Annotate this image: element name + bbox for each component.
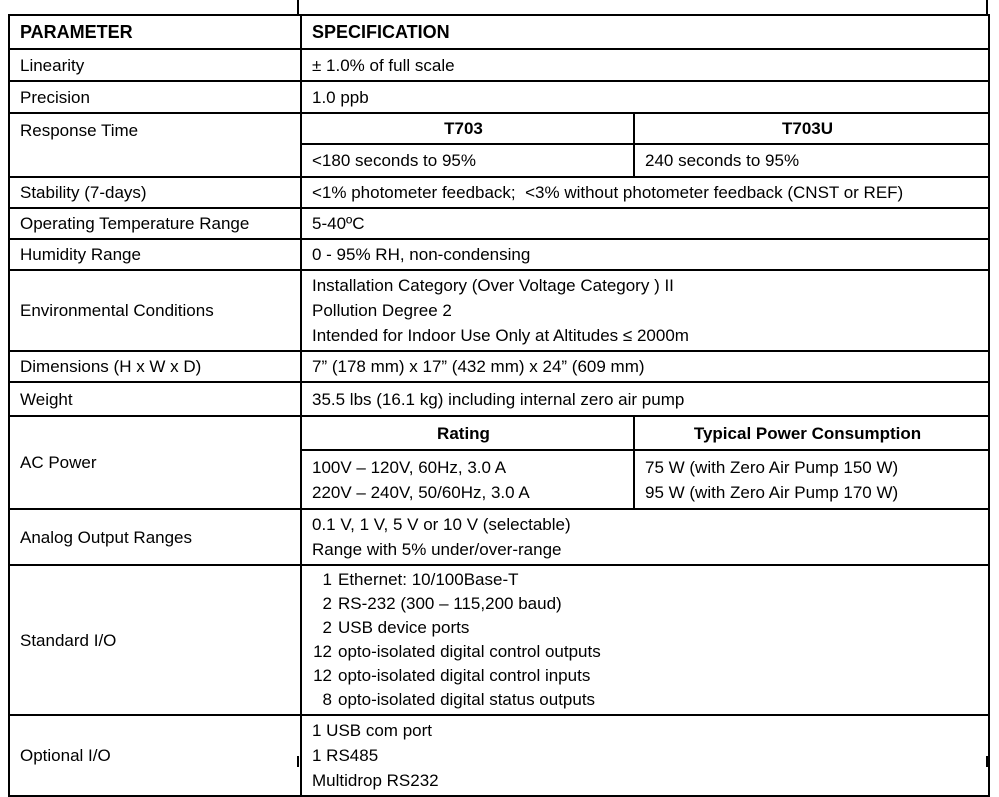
standard-io-item (312, 664, 980, 688)
standard-io-item (312, 568, 980, 592)
specifications-table (8, 14, 990, 797)
optional-io-line: 1 RS485 (312, 746, 379, 765)
analog-output-label: Analog Output Ranges (9, 509, 301, 565)
io-count: 12 (313, 642, 332, 661)
ac-rating-line: 220V – 240V, 50/60Hz, 3.0 A (312, 482, 530, 502)
linearity-value: ± 1.0% of full scale (301, 49, 989, 81)
cut-row-divider-top (297, 0, 299, 14)
standard-io-item (312, 640, 980, 664)
cut-row-left-border-bottom (8, 756, 10, 767)
ac-consumption-line: 95 W (with Zero Air Pump 170 W) (645, 482, 899, 502)
dimensions-value: 7” (178 mm) x 17” (432 mm) x 24” (609 mm) (301, 351, 989, 382)
row-standard-io (9, 565, 989, 715)
row-response-time-models (9, 113, 989, 144)
io-count: 8 (322, 690, 332, 709)
io-text: opto-isolated digital control inputs (338, 666, 591, 685)
io-count: 2 (322, 594, 332, 613)
operating-temperature-label: Operating Temperature Range (9, 208, 301, 239)
specification-column-header: SPECIFICATION (301, 15, 989, 49)
io-text: opto-isolated digital status outputs (338, 690, 596, 709)
ac-consumption-line: 75 W (with Zero Air Pump 150 W) (645, 457, 899, 477)
standard-io-item (312, 592, 980, 616)
environmental-label: Environmental Conditions (9, 270, 301, 351)
cut-row-right-border-top (986, 0, 988, 14)
io-text: USB device ports (338, 618, 470, 637)
optional-io-line: 1 USB com port (312, 721, 432, 740)
row-operating-temperature (9, 208, 989, 239)
linearity-label: Linearity (9, 49, 301, 81)
optional-io-value (301, 715, 989, 796)
io-text: RS-232 (300 – 115,200 baud) (338, 594, 562, 613)
operating-temperature-value: 5-40ºC (301, 208, 989, 239)
standard-io-item (312, 688, 980, 712)
precision-value: 1.0 ppb (301, 81, 989, 113)
response-time-t703-value: <180 seconds to 95% (301, 144, 634, 177)
stability-value: <1% photometer feedback; <3% without photometer feedback (CNST or REF) (301, 177, 989, 208)
row-ac-power-headers (9, 416, 989, 450)
response-time-t703u-value: 240 seconds to 95% (634, 144, 989, 177)
io-count: 2 (322, 618, 332, 637)
environmental-line: Installation Category (Over Voltage Category ) II (312, 276, 674, 295)
row-humidity (9, 239, 989, 270)
model-t703u-header: T703U (634, 113, 989, 144)
analog-output-line: Range with 5% under/over-range (312, 540, 562, 559)
precision-label: Precision (9, 81, 301, 113)
model-t703-header: T703 (301, 113, 634, 144)
cut-row-divider-bottom (297, 756, 299, 767)
row-analog-output (9, 509, 989, 565)
io-text: Ethernet: 10/100Base-T (338, 570, 519, 589)
ac-power-rating-values (301, 450, 634, 509)
optional-io-line: Multidrop RS232 (312, 771, 439, 790)
row-optional-io (9, 715, 989, 796)
parameter-column-header: PARAMETER (9, 15, 301, 49)
cut-row-right-border-bottom (986, 756, 988, 767)
standard-io-value (301, 565, 989, 715)
row-dimensions (9, 351, 989, 382)
humidity-value: 0 - 95% RH, non-condensing (301, 239, 989, 270)
row-stability (9, 177, 989, 208)
ac-power-consumption-values (634, 450, 989, 509)
rating-header: Rating (301, 416, 634, 450)
environmental-value (301, 270, 989, 351)
analog-output-line: 0.1 V, 1 V, 5 V or 10 V (selectable) (312, 515, 571, 534)
stability-label: Stability (7-days) (9, 177, 301, 208)
standard-io-item (312, 616, 980, 640)
row-precision (9, 81, 989, 113)
ac-rating-line: 100V – 120V, 60Hz, 3.0 A (312, 457, 507, 477)
weight-value: 35.5 lbs (16.1 kg) including internal zero air pump (301, 382, 989, 416)
row-weight (9, 382, 989, 416)
response-time-label: Response Time (9, 113, 301, 177)
weight-label: Weight (9, 382, 301, 416)
humidity-label: Humidity Range (9, 239, 301, 270)
analog-output-value (301, 509, 989, 565)
standard-io-label: Standard I/O (9, 565, 301, 715)
row-environmental (9, 270, 989, 351)
environmental-line: Pollution Degree 2 (312, 301, 452, 320)
ac-power-label: AC Power (9, 416, 301, 509)
dimensions-label: Dimensions (H x W x D) (9, 351, 301, 382)
optional-io-label: Optional I/O (9, 715, 301, 796)
io-count: 1 (322, 570, 332, 589)
row-linearity (9, 49, 989, 81)
typical-power-consumption-header: Typical Power Consumption (634, 416, 989, 450)
environmental-line: Intended for Indoor Use Only at Altitudes ≤ 2000m (312, 326, 689, 345)
header-row (9, 15, 989, 49)
io-text: opto-isolated digital control outputs (338, 642, 601, 661)
io-count: 12 (313, 666, 332, 685)
